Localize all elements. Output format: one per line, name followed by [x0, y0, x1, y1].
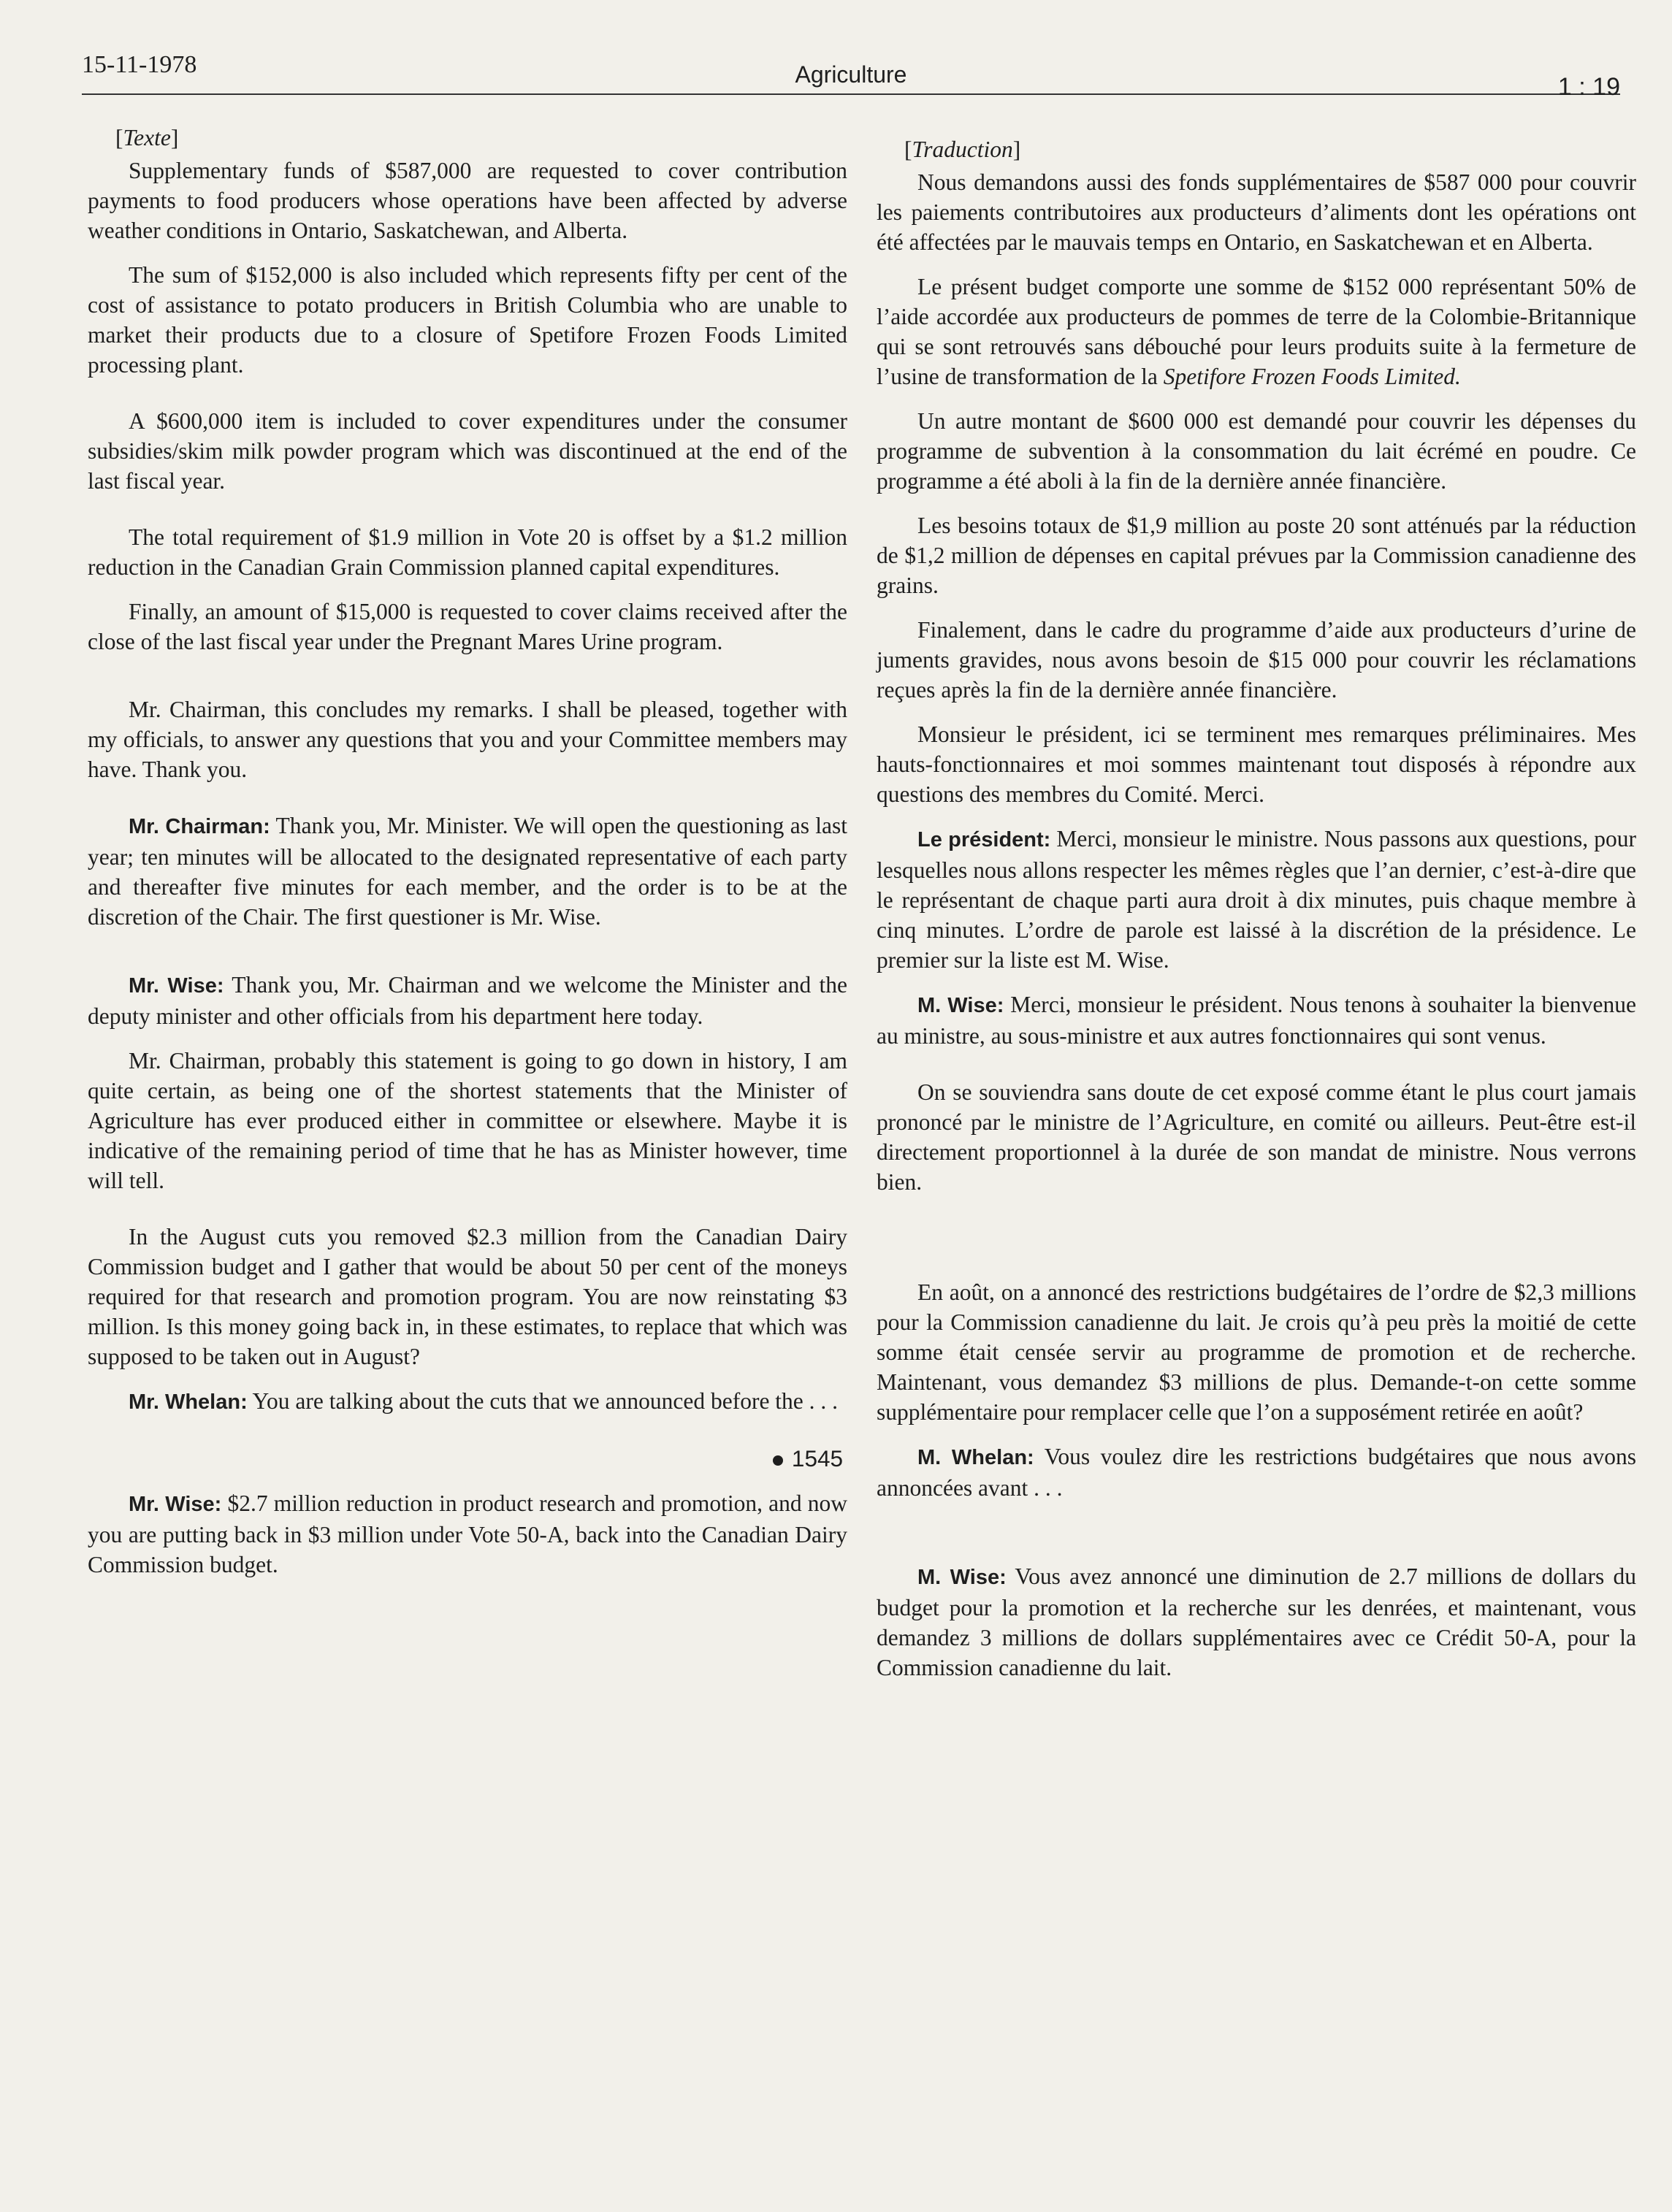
- header-title: Agriculture: [795, 61, 907, 88]
- paragraph: A $600,000 item is included to cover expenditures under the consumer subsidies/skim milk powder program which was discontinued at the end of the last fiscal year.: [88, 408, 847, 494]
- speaker-paragraph: Le président: Merci, monsieur le ministre. Nous passons aux questions, pour lesquelles nous allons respecter les mêmes règles que l’an dernier, c’est-à-dire que le représentant de chaque parti aura droit à dix minutes, puis chaque membre à cinq minutes. L’ordre de parole est laissé à la discrétion de la présidence. Le premier sur la liste est M. Wise.: [877, 826, 1636, 973]
- time-marker: 1545: [88, 1444, 843, 1474]
- english-column-label: [Texte]: [115, 125, 179, 150]
- header-page-number: 1 : 19: [1557, 73, 1620, 101]
- paragraph: Finalement, dans le cadre du programme d’aide aux producteurs d’urine de juments gravides, nous avons besoin de $15 000 pour couvrir les réclamations reçues après la fin de la dernière année financière.: [877, 617, 1636, 703]
- paragraph: The total requirement of $1.9 million in Vote 20 is offset by a $1.2 million reduction in the Canadian Grain Commission planned capital expenditures.: [88, 524, 847, 580]
- speaker-name: Mr. Wise:: [129, 974, 224, 998]
- speaker-name: M. Wise:: [917, 994, 1004, 1017]
- speaker-name: Mr. Whelan:: [129, 1390, 248, 1414]
- french-column-label: [Traduction]: [904, 137, 1021, 162]
- paragraph: Mr. Chairman, this concludes my remarks. I shall be pleased, together with my officials, to answer any questions that you and your Committee members may have. Thank you.: [88, 697, 847, 782]
- speaker-paragraph: Mr. Chairman: Thank you, Mr. Minister. We will open the questioning as last year; ten minutes will be allocated to the designated representative of each party and thereafter five minutes for each member, and the order is to be at the discretion of the Chair. The first questioner is Mr. Wise.: [88, 813, 847, 930]
- speaker-name: Le président:: [917, 828, 1051, 851]
- bullet-icon: [773, 1455, 783, 1466]
- paragraph: Les besoins totaux de $1,9 million au poste 20 sont atténués par la réduction de $1,2 million de dépenses en capital prévues par la Commission canadienne des grains.: [877, 513, 1636, 598]
- speaker-name: M. Whelan:: [917, 1446, 1034, 1469]
- speaker-paragraph: Mr. Wise: $2.7 million reduction in product research and promotion, and now you are putting back in $3 million under Vote 50-A, back into the Canadian Dairy Commission budget.: [88, 1490, 848, 1577]
- speaker-paragraph: M. Wise: Merci, monsieur le président. Nous tenons à souhaiter la bienvenue au ministre, au sous-ministre et aux autres fonctionnaires qui sont venus.: [877, 992, 1637, 1049]
- speaker-paragraph: M. Whelan: Vous voulez dire les restrictions budgétaires que nous avons annoncées avant . . .: [877, 1444, 1637, 1501]
- paragraph: On se souviendra sans doute de cet exposé comme étant le plus court jamais prononcé par le ministre de l’Agriculture, en comité ou ailleurs. Peut-être est-il directement proportionnel à la durée de son mandat de ministre. Nous verrons bien.: [877, 1079, 1636, 1195]
- english-column: [88, 123, 847, 1594]
- paragraph: Mr. Chairman, probably this statement is going to go down in history, I am quite certain, as being one of the shortest statements that the Minister of Agriculture has ever produced either in committee or elsewhere. Maybe it is indicative of the remaining period of time that he has as Minister however, time will tell.: [88, 1048, 847, 1193]
- paragraph: Monsieur le président, ici se terminent mes remarques préliminaires. Mes hauts-fonctionnaires et moi sommes maintenant tout disposés à répondre aux questions des membres du Comité. Merci.: [877, 722, 1636, 807]
- paragraph: En août, on a annoncé des restrictions budgétaires de l’ordre de $2,3 millions pour la Commission canadienne du lait. Je crois qu’à peu près la moitié de cette somme était censée servir au programme de promotion et de recherche. Maintenant, vous demandez $3 millions de plus. Demande-t-on cette somme supplémentaire pour remplacer celle que l’on a supposément retirée en août?: [877, 1279, 1636, 1425]
- header-date: 15-11-1978: [82, 51, 197, 78]
- paragraph: Un autre montant de $600 000 est demandé pour couvrir les dépenses du programme de subvention à la consommation du lait écrémé en poudre. Ce programme a été aboli à la fin de la dernière année financière.: [877, 408, 1636, 494]
- paragraph: Supplementary funds of $587,000 are requested to cover contribution payments to food producers whose operations have been affected by adverse weather conditions in Ontario, Saskatchewan, and Alberta.: [88, 158, 847, 243]
- paragraph: Le présent budget comporte une somme de $152 000 représentant 50% de l’aide accordée aux producteurs de pommes de terre de la Colombie-Britannique qui se sont retrouvés sans débouché pour leurs produits suite à la fermeture de l’usine de transformation de la Spetifore Frozen Foods Limited.: [877, 274, 1636, 389]
- page-header: [82, 42, 1620, 101]
- speaker-paragraph: Mr. Whelan: You are talking about the cuts that we announced before the . . .: [129, 1388, 839, 1414]
- paragraph: In the August cuts you removed $2.3 million from the Canadian Dairy Commission budget and I gather that would be about 50 per cent of the moneys required for that research and promotion program. You are now reinstating $3 million. Is this money going back in, in these estimates, to replace that which was supposed to be taken out in August?: [88, 1224, 847, 1369]
- company-name: Spetifore Frozen Foods Limited.: [1163, 364, 1461, 389]
- speaker-name: Mr. Wise:: [129, 1493, 222, 1516]
- speaker-name: Mr. Chairman:: [129, 815, 270, 838]
- speaker-paragraph: Mr. Wise: Thank you, Mr. Chairman and we welcome the Minister and the deputy minister and other officials from his department here today.: [88, 972, 848, 1029]
- french-column: [877, 134, 1636, 1697]
- paragraph: Finally, an amount of $15,000 is requested to cover claims received after the close of the last fiscal year under the Pregnant Mares Urine program.: [88, 599, 847, 654]
- speaker-paragraph: M. Wise: Vous avez annoncé une diminution de 2.7 millions de dollars du budget pour la promotion et la recherche sur les denrées, et maintenant, vous demandez 3 millions de dollars supplémentaires avec ce Crédit 50-A, pour la Commission canadienne du lait.: [877, 1564, 1637, 1680]
- paragraph: The sum of $152,000 is also included which represents fifty per cent of the cost of assistance to potato producers in British Columbia who are unable to market their products due to a closure of Spetifore Frozen Foods Limited processing plant.: [88, 262, 847, 378]
- paragraph: Nous demandons aussi des fonds supplémentaires de $587 000 pour couvrir les paiements contributoires aux producteurs d’aliments dont les opérations ont été affectées par le mauvais temps en Ontario, en Saskatchewan et en Alberta.: [877, 169, 1636, 255]
- speaker-name: M. Wise:: [917, 1566, 1007, 1589]
